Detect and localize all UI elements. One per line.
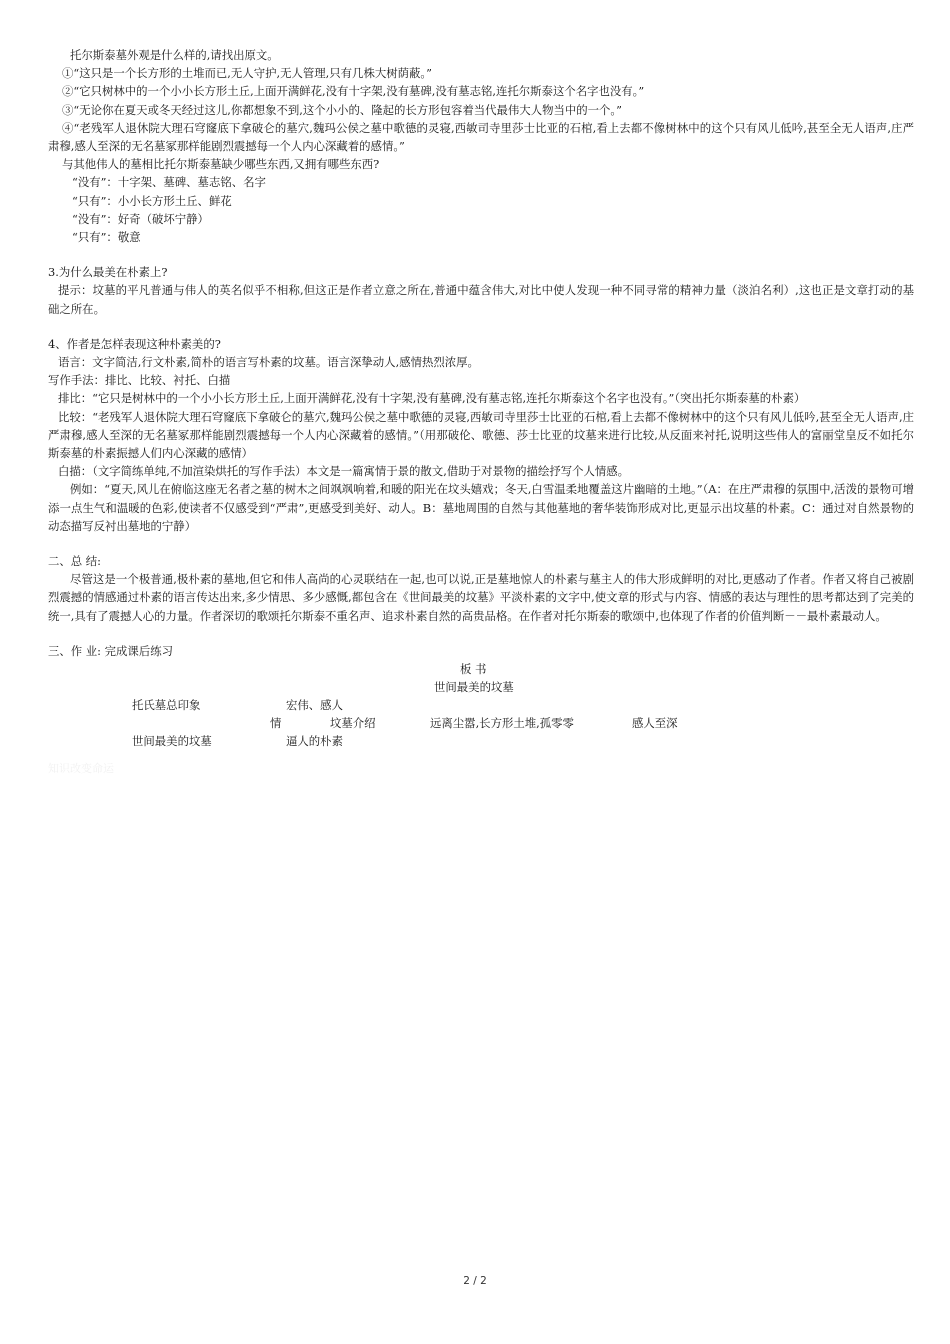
faint-watermark-note: 知识改变命运 (48, 762, 114, 775)
q4-title: 4、作者是怎样表现这种朴素美的? (48, 336, 221, 351)
q3-hint: 提示：坟墓的平凡普通与伟人的英名似乎不相称,但这正是作者立意之所在,普通中蕴含伟大,对比中使人发现一种不同寻常的精神力量（淡泊名利）,这也正是文章打动的基础之所在。 (48, 283, 914, 316)
q4-language: 语言：文字简洁,行文朴素,简朴的语言写朴素的坟墓。语言深挚动人,感情热烈浓厚。 (58, 355, 479, 370)
board-heading: 板 书 (460, 662, 487, 677)
quote-4: ④“老残军人退休院大理石穹窿底下拿破仑的墓穴,魏玛公侯之墓中歌德的灵寝,西敏司寺里莎士比亚的石棺,看上去都不像树林中的这个只有风儿低吟,甚至全无人语声,庄严肃穆,感人至深的无名墓冢那样能剧烈震撼每一个人内心深藏着的感情。” (48, 120, 914, 154)
compare-question: 与其他伟人的墓相比托尔斯泰墓缺少哪些东西,又拥有哪些东西? (62, 157, 380, 172)
q4-sketch: 白描：（文字简练单纯,不加渲染烘托的写作手法）本文是一篇寓情于景的散文,借助于对景物的描绘抒写个人情感。 (58, 464, 630, 479)
board-emotion: 情 (270, 716, 282, 731)
answer-4: “只有”：敬意 (72, 230, 141, 245)
q4-methods: 写作手法：排比、比较、衬托、白描 (48, 373, 231, 388)
quote-1: ①“这只是一个长方形的土堆而已,无人守护,无人管理,只有几株大树荫蔽。” (62, 66, 432, 81)
q4-example: 例如：“夏天,风儿在俯临这座无名者之墓的树木之间飒飒响着,和暖的阳光在坟头嬉戏；冬天,白雪温柔地覆盖这片幽暗的土地。”（A：在庄严肃穆的氛围中,活泼的景物可增添一点生气和温暖的色彩,使读者不仅感受到“严肃”,更感受到美好、动人。B：墓地周围的自然与其他墓地的奢华装饰形成对比,更显示出坟墓的朴素。C：通过对自然景物的动态描写反衬出墓地的宁静） (48, 482, 914, 533)
page-number: 2 / 2 (463, 1275, 487, 1287)
q3-title: 3.为什么最美在朴素上? (48, 265, 168, 280)
board-tomb-intro: 坟墓介绍 (330, 716, 376, 731)
document-body (48, 46, 914, 750)
answer-2: “只有”：小小长方形土丘、鲜花 (72, 193, 232, 208)
quote-3: ③“无论你在夏天或冬天经过这儿,你都想象不到,这个小小的、隆起的长方形包容着当代最伟大人物当中的一个。” (62, 102, 622, 117)
board-grand-moving: 宏伟、感人 (286, 698, 343, 713)
board-most-beautiful: 世间最美的坟墓 (132, 734, 212, 749)
homework: 三、作 业: 完成课后练习 (48, 643, 173, 658)
board-overall-impression: 托氏墓总印象 (132, 698, 201, 713)
board-simplicity: 逼人的朴素 (286, 734, 343, 749)
summary-title: 二、总 结: (48, 554, 102, 569)
q4-comparison: 比较：“老残军人退休院大理石穹窿底下拿破仑的墓穴,魏玛公侯之墓中歌德的灵寝,西敏司寺里莎士比亚的石棺,看上去都不像树林中的这个只有风儿低吟,甚至全无人语声,庄严肃穆,感人至深的无名墓冢那样能剧烈震撼每一个人内心深藏着的感情。”（用那破伦、歌德、莎士比亚的坟墓来进行比较,从反面来衬托,说明这些伟人的富丽堂皇反不如托尔斯泰墓的朴素振撼人们内心深藏的感情） (48, 409, 914, 461)
board-tomb-desc: 远离尘嚣,长方形土堆,孤零零 (430, 716, 574, 731)
intro-question: 托尔斯泰墓外观是什么样的,请找出原文。 (70, 48, 279, 62)
summary-text: 尽管这是一个极普通,极朴素的墓地,但它和伟人高尚的心灵联结在一起,也可以说,正是墓地惊人的朴素与墓主人的伟大形成鲜明的对比,更感动了作者。作者又将自己被剧烈震撼的情感通过朴素的语言传达出来,多少情思、多少感慨,都包含在《世间最美的坟墓》平淡朴素的文字中,使文章的形式与内容、情感的表达与理性的思考都达到了完美的统一,具有了震撼人心的力量。作者深切的歌颂托尔斯泰不重名声、追求朴素自然的高贵品格。在作者对托尔斯泰的歌颂中,也体现了作者的价值判断－－最朴素最动人。 (48, 572, 914, 623)
answer-3: “没有”：好奇（破坏宁静） (72, 211, 209, 226)
blackboard-outline (48, 660, 914, 750)
board-deeply-moving: 感人至深 (632, 716, 678, 731)
quote-2: ②“它只树林中的一个小小长方形土丘,上面开满鲜花,没有十字架,没有墓碑,没有墓志铭,连托尔斯泰这个名字也没有。” (62, 84, 645, 99)
answer-1: “没有”：十字架、墓碑、墓志铭、名字 (72, 175, 266, 190)
board-title: 世间最美的坟墓 (434, 680, 514, 695)
q4-parallel: 排比：“它只是树林中的一个小小长方形土丘,上面开满鲜花,没有十字架,没有墓碑,没有墓志铭,连托尔斯泰这个名字也没有。”（突出托尔斯泰墓的朴素） (58, 391, 806, 406)
